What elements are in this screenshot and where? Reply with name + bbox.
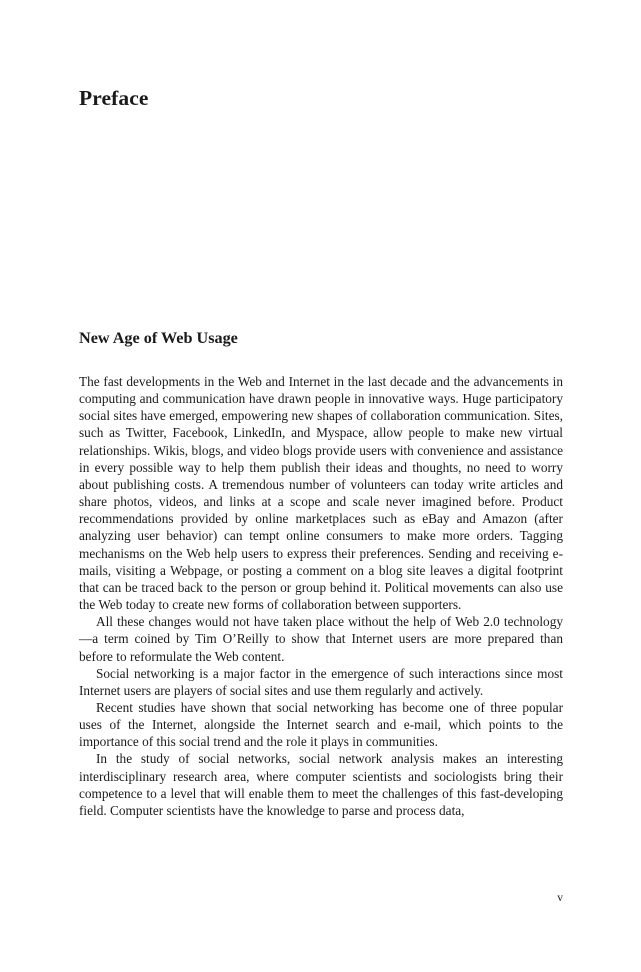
paragraph: All these changes would not have taken place without the help of Web 2.0 technology—a term coined by Tim O’Reilly to show that Internet users are more prepared than before to reformulate the Web content. <box>79 614 563 664</box>
page-number: v <box>557 892 563 904</box>
paragraph: Recent studies have shown that social networking has become one of three popular uses of the Internet, alongside the Internet search and e-mail, which points to the importance of this social trend and the role it plays in communities. <box>79 699 563 750</box>
chapter-title: Preface <box>79 86 149 110</box>
section-heading: New Age of Web Usage <box>79 329 238 347</box>
paragraph: In the study of social networks, social network analysis makes an interesting interdisciplinary research area, where computer scientists and sociologists bring their competence to a level that will enable them to meet the challenges of this fast-developing field. Computer scientists have the knowledge to parse and process data, <box>79 751 563 818</box>
body-text <box>79 373 563 819</box>
paragraph: The fast developments in the Web and Internet in the last decade and the advancements in computing and communication have drawn people in innovative ways. Huge participatory social sites have emerged, empowering new shapes of collaboration communication. Sites, such as Twitter, Facebook, LinkedIn, and Myspace, allow people to make new virtual relationships. Wikis, blogs, and video blogs provide users with convenience and assistance in every possible way to help them publish their ideas and thoughts, no need to worry about publishing costs. A tremendous number of volunteers can today write articles and share photos, videos, and links at a scope and scale never imagined before. Product recommendations provided by online marketplaces such as eBay and Amazon (after analyzing user behavior) can tempt online consumers to make more orders. Tagging mechanisms on the Web help users to express their preferences. Sending and receiving e-mails, visiting a Webpage, or posting a comment on a blog site leaves a digital footprint that can be traced back to the person or group behind it. Political movements can also use the Web today to create new forms of collaboration between supporters. <box>79 374 563 613</box>
paragraph: Social networking is a major factor in the emergence of such interactions since most Internet users are players of social sites and use them regularly and actively. <box>79 665 563 698</box>
